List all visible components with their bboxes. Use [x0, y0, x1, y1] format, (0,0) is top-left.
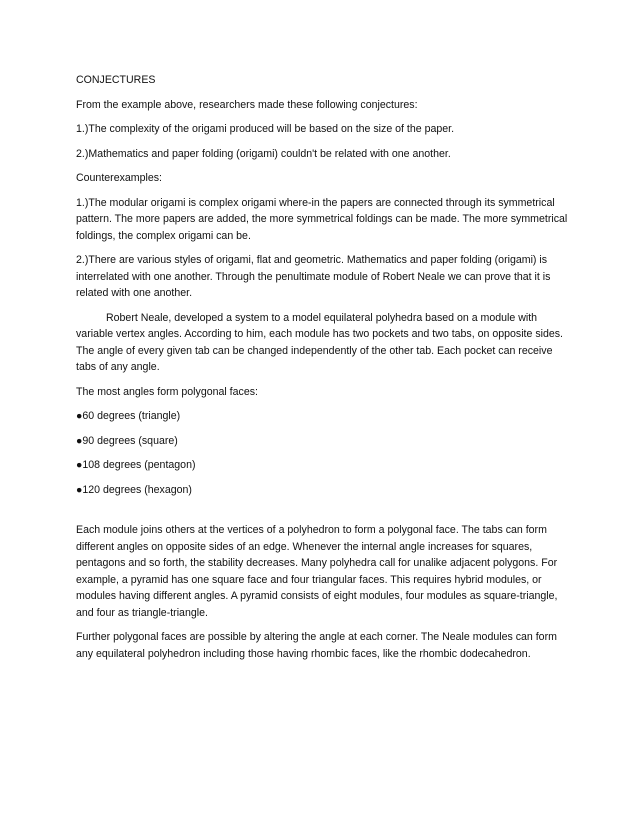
document-page	[76, 72, 570, 670]
counterexample-item: 2.)There are various styles of origami, flat and geometric. Mathematics and paper folding (origami) is interrelated with one another. Through the penultimate module of Robert Neale we can prove that it is related with one another.	[76, 254, 551, 299]
further-paragraph: Further polygonal faces are possible by altering the angle at each corner. The Neale modules can form any equilateral polyhedron including those having rhombic faces, like the rhombic dodecahedron.	[76, 631, 557, 660]
angle-list-item: ●108 degrees (pentagon)	[76, 459, 196, 471]
angle-list-item: ●90 degrees (square)	[76, 434, 178, 447]
intro-paragraph: From the example above, researchers made these following conjectures:	[76, 98, 418, 111]
conjecture-item: 2.)Mathematics and paper folding (origami) couldn't be related with one another.	[76, 147, 451, 160]
section-heading: CONJECTURES	[76, 74, 156, 86]
counterexample-item: 1.)The modular origami is complex origami where-in the papers are connected through its symmetrical pattern. The more papers are added, the more symmetrical foldings can be made. The more symmetrical foldings, the complex origami can be.	[76, 196, 568, 242]
blank-line	[76, 506, 570, 522]
angle-list-item: ●120 degrees (hexagon)	[76, 483, 192, 496]
angle-list-item: ●60 degrees (triangle)	[76, 410, 181, 422]
conjecture-item: 1.)The complexity of the origami produced will be based on the size of the paper.	[76, 123, 455, 135]
counterexamples-heading: Counterexamples:	[76, 172, 162, 184]
module-paragraph: Each module joins others at the vertices of a polyhedron to form a polygonal face. The tabs can form different angles on opposite sides of an edge. Whenever the internal angle increases for squares, pentagons and so forth, the stability decreases. Many polyhedra call for unalike adjacent polygons. For example, a pyramid has one square face and four triangular faces. This requires hybrid modules, or modules having different angles. A pyramid consists of eight modules, four modules as square-triangle, and four as triangle-triangle.	[76, 524, 558, 619]
neale-paragraph: Robert Neale, developed a system to a model equilateral polyhedra based on a module with variable vertex angles. According to him, each module has two pockets and two tabs, on opposite sides. The angle of every given tab can be changed independently of the other tab. Each pocket can receive tabs of any angle.	[76, 311, 564, 373]
angles-intro: The most angles form polygonal faces:	[76, 385, 258, 398]
